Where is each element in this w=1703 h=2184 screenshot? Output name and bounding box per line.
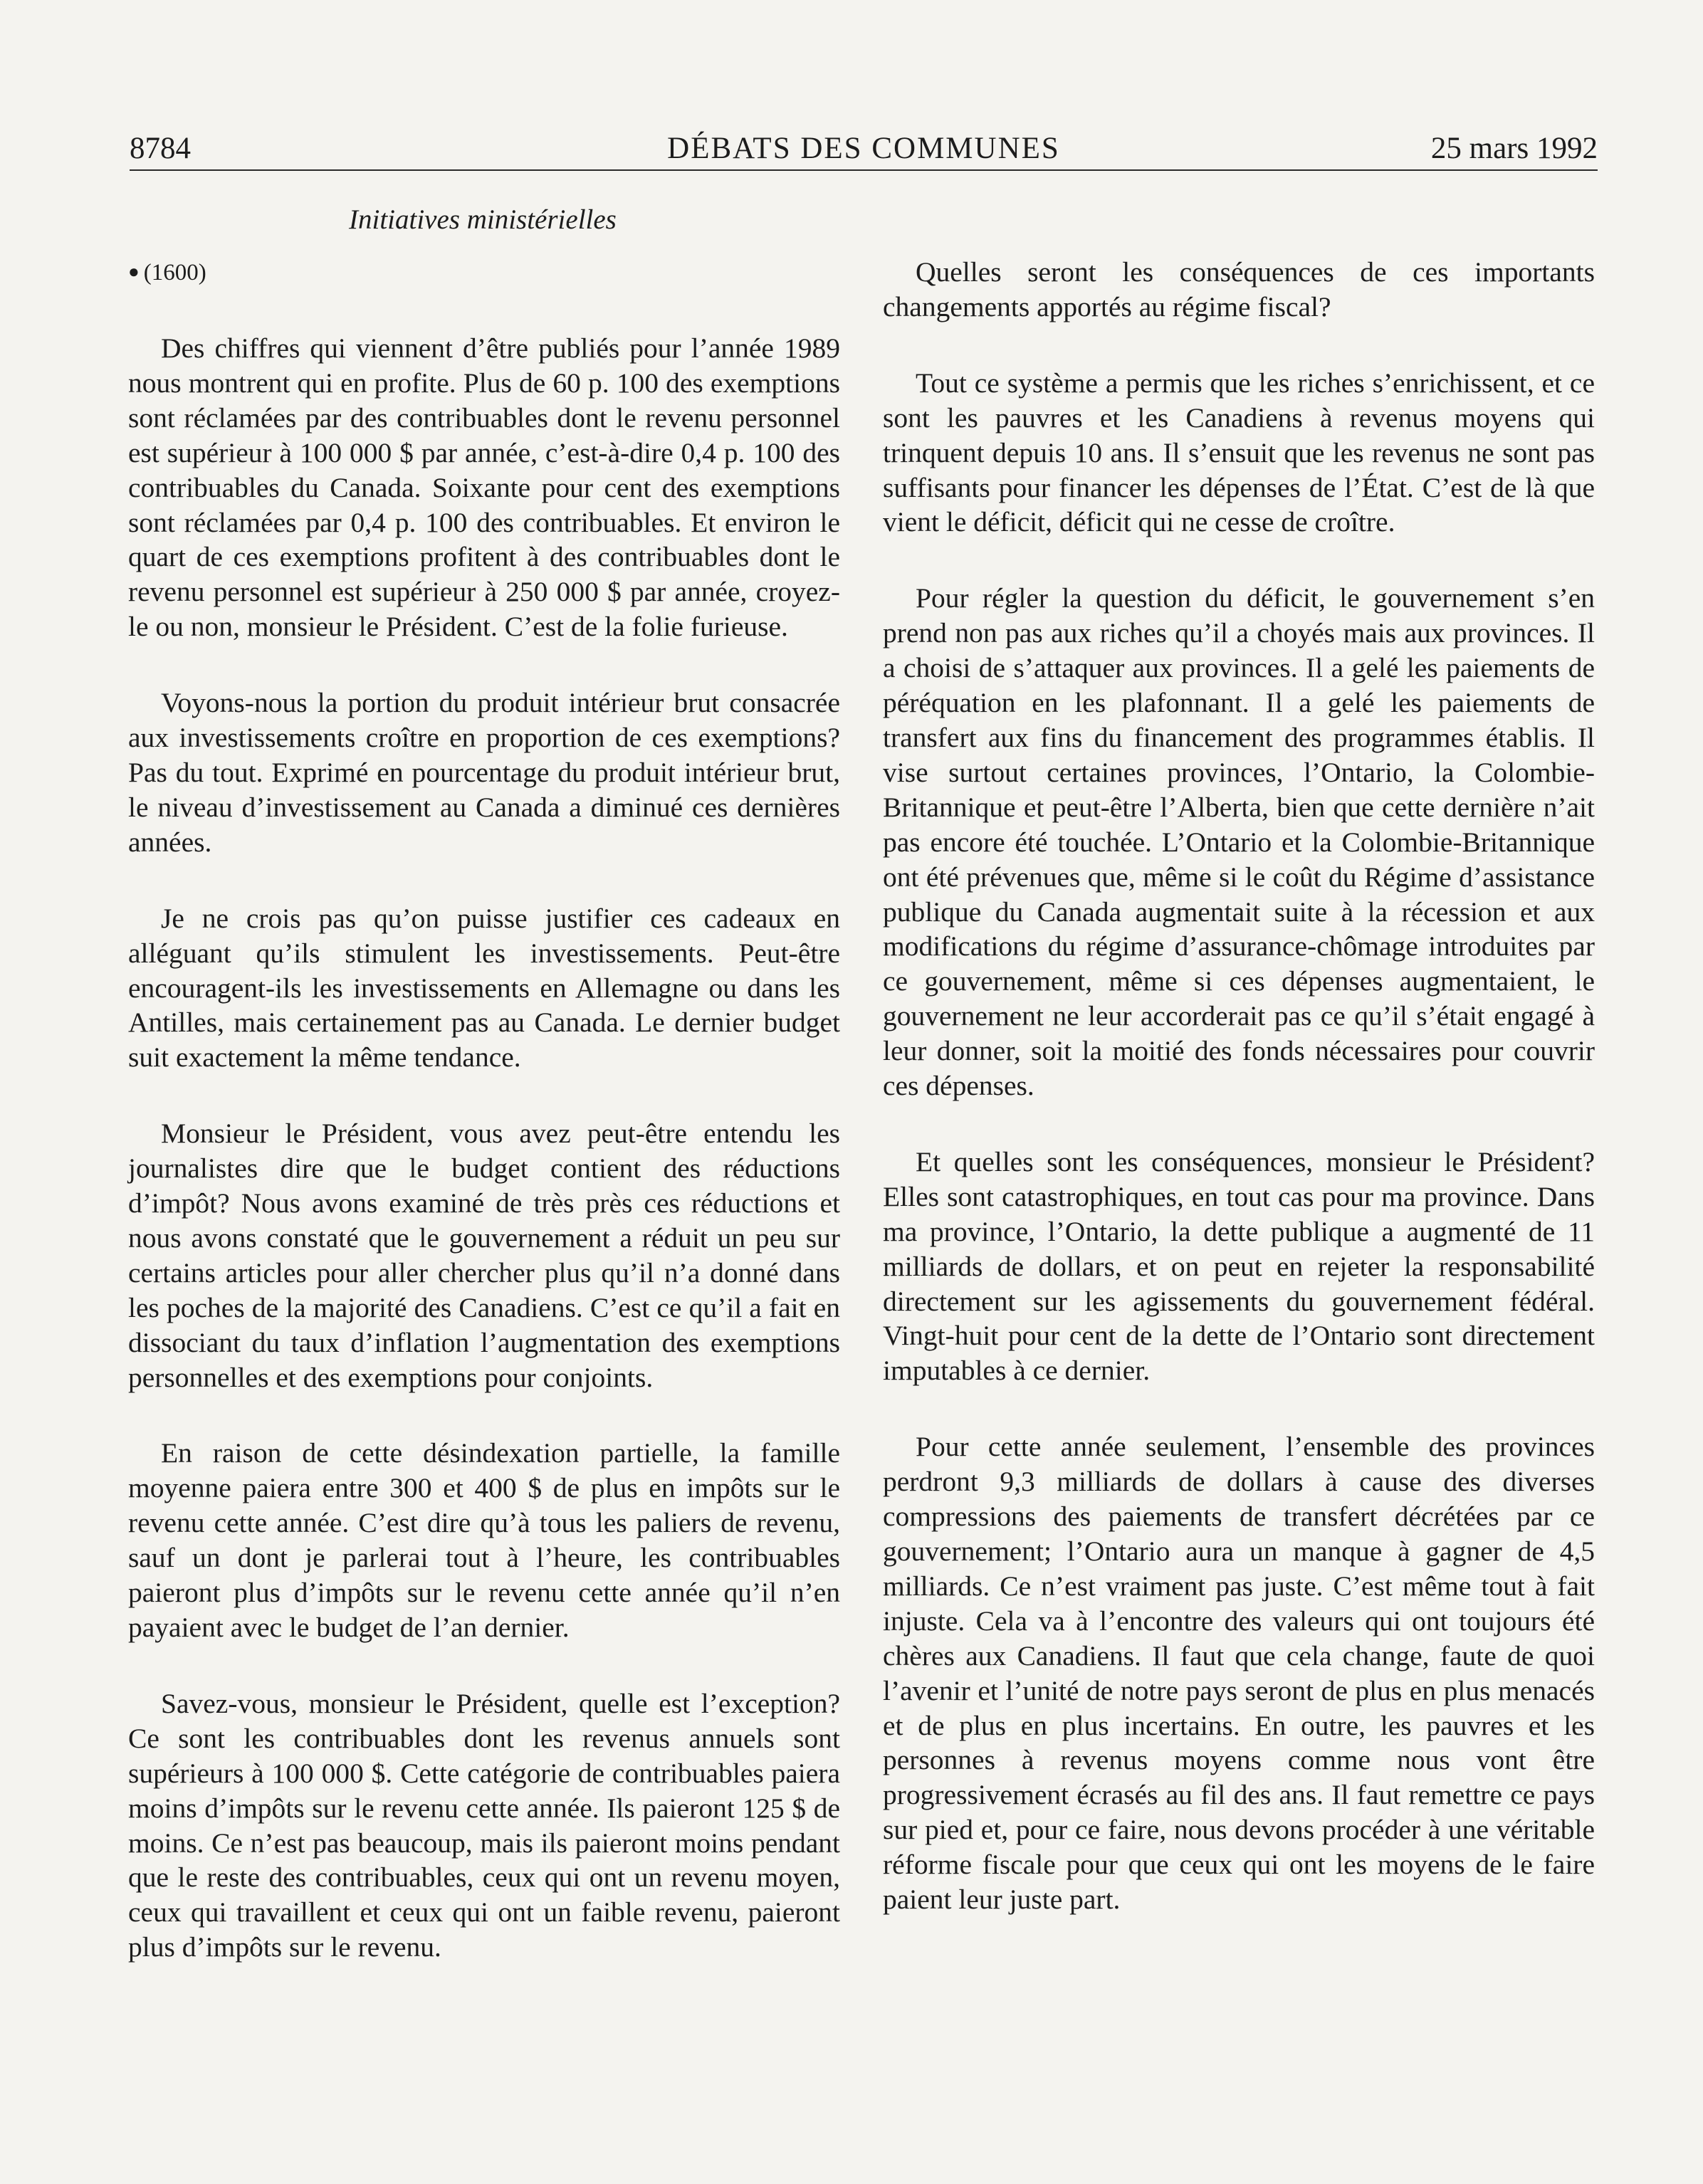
paragraph: Quelles seront les conséquences de ces importants changements apportés au régime fiscal? bbox=[883, 256, 1595, 322]
left-column bbox=[128, 255, 840, 2006]
paragraph: Tout ce système a permis que les riches s’enrichissent, et ce sont les pauvres et les Canadiens à revenus moyens qui trinquent depuis 10 ans. Il s’ensuit que les revenus ne sont pas suffisants pour financer les dépenses de l’État. C’est de là que vient le déficit, déficit qui ne cesse de croître. bbox=[883, 367, 1595, 538]
right-column bbox=[883, 255, 1595, 1958]
publication-date: 25 mars 1992 bbox=[1430, 132, 1598, 165]
section-label: Initiatives ministérielles bbox=[349, 204, 617, 235]
time-marker-text: (1600) bbox=[143, 260, 206, 285]
time-marker bbox=[128, 255, 840, 290]
paragraph: Des chiffres qui viennent d’être publiés pour l’année 1989 nous montrent qui en profite. Plus de 60 p. 100 des exemptions sont réclamées par des contribuables dont le revenu personnel est supérieur à 100 000 $ par année, c’est-à-dire 0,4 p. 100 des contribuables du Canada. Soixante pour cent des exemptions sont réclamées par 0,4 p. 100 des contribuables. Et environ le quart de ces exemptions profitent à des contribuables dont le revenu personnel est supérieur à 250 000 $ par année, croyez-le ou non, monsieur le Président. C’est de la folie furieuse. bbox=[128, 332, 840, 643]
paragraph: Pour cette année seulement, l’ensemble des provinces perdront 9,3 milliards de dollars à cause des diverses compressions des paiements de transfert décrétées par ce gouvernement; l’Ontario aura un manque à gagner de 4,5 milliards. Ce n’est vraiment pas juste. C’est même tout à fait injuste. Cela va à l’encontre des valeurs qui ont toujours été chères aux Canadiens. Il faut que cela change, faute de quoi l’avenir et l’unité de notre pays seront de plus en plus menacés et de plus en plus incertains. En outre, les pauvres et les personnes à revenus moyens comme nous vont être progressivement écrasés au fil des ans. Il faut remettre ce pays sur pied et, pour ce faire, nous devons procéder à une véritable réforme fiscale pour que ceux qui ont les moyens de le faire paient leur juste part. bbox=[883, 1431, 1595, 1916]
paragraph: Monsieur le Président, vous avez peut-être entendu les journalistes dire que le budget contient des réductions d’impôt? Nous avons examiné de très près ces réductions et nous avons constaté que le gouvernement a réduit un peu sur certains articles pour aller chercher plus qu’il n’a donné dans les poches de la majorité des Canadiens. C’est ce qu’il a fait en dissociant du taux d’inflation l’augmentation des exemptions personnelles et des exemptions pour conjoints. bbox=[128, 1118, 840, 1393]
paragraph: Pour régler la question du déficit, le gouvernement s’en prend non pas aux riches qu’il a choyés mais aux provinces. Il a choisi de s’attaquer aux provinces. Il a gelé les paiements de péréquation en les plafonnant. Il a gelé les paiements de transfert aux fins du financement des programmes établis. Il vise surtout certaines provinces, l’Ontario, la Colombie-Britannique et peut-être l’Alberta, bien que cette dernière n’ait pas encore été touchée. L’Ontario et la Colombie-Britannique ont été prévenues que, même si le coût du Régime d’assistance publique du Canada augmentait suite à la récession et aux modifications du régime d’assurance-chômage introduites par ce gouvernement, même si ces dépenses augmentaient, le gouvernement ne leur accorderait pas ce qu’il s’était engagé à leur donner, soit la moitié des fonds nécessaires pour couvrir ces dépenses. bbox=[883, 582, 1595, 1102]
paragraph: Et quelles sont les conséquences, monsieur le Président? Elles sont catastrophiques, en tout cas pour ma province. Dans ma province, l’Ontario, la dette publique a augmenté de 11 milliards de dollars, et on peut en rejeter la responsabilité directement sur les agissements du gouvernement fédéral. Vingt-huit pour cent de la dette de l’Ontario sont directement imputables à ce dernier. bbox=[883, 1145, 1595, 1387]
bullet-icon: ● bbox=[128, 261, 140, 282]
paragraph: Je ne crois pas qu’on puisse justifier ces cadeaux en alléguant qu’ils stimulent les investissements. Peut-être encouragent-ils les investissements en Allemagne ou dans les Antilles, mais certainement pas au Canada. Le dernier budget suit exactement la même tendance. bbox=[128, 902, 840, 1073]
paragraph: Voyons-nous la portion du produit intérieur brut consacrée aux investissements croître en proportion de ces exemptions? Pas du tout. Exprimé en pourcentage du produit intérieur brut, le niveau d’investissement au Canada a diminué ces dernières années. bbox=[128, 687, 840, 858]
paragraph: En raison de cette désindexation partielle, la famille moyenne paiera entre 300 et 400 $ de plus en impôts sur le revenu cette année. C’est dire qu’à tous les paliers de revenu, sauf un dont je parlerai tout à l’heure, les contribuables paieront plus d’impôts sur le revenu cette année qu’il n’en payaient avec le budget de l’an dernier. bbox=[128, 1437, 840, 1643]
header-rule bbox=[130, 169, 1598, 171]
page-header bbox=[130, 127, 1598, 168]
journal-title: DÉBATS DES COMMUNES bbox=[667, 132, 1060, 165]
paragraph: Savez-vous, monsieur le Président, quelle est l’exception? Ce sont les contribuables dont les revenus annuels sont supérieurs à 100 000 $. Cette catégorie de contribuables paiera moins d’impôts sur le revenu cette année. Ils paieront 125 $ de moins. Ce n’est pas beaucoup, mais ils paieront moins pendant que le reste des contribuables, ceux qui ont un revenu moyen, ceux qui travaillent et ceux qui ont un faible revenu, paieront plus d’impôts sur le revenu. bbox=[128, 1687, 840, 1963]
page-number: 8784 bbox=[130, 132, 191, 165]
